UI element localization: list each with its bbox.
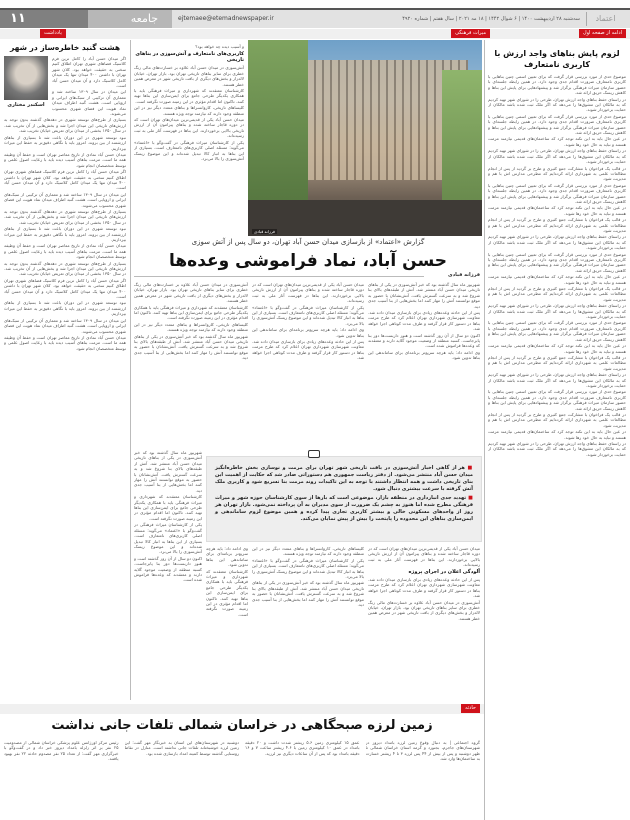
pull-quote-1: ■ هر از گاهی اخبار آتش‌سوزی در بافت تاریخی شهر تهران برای مرمت و نوسازی بخش خاطره‌انگیز میدان حسن آباد منتشر می‌شود. از دفتر ریاست جمهوری هم دستوراتی صادر شد که حکایت از اهمیت این بنای تاریخی داشت و همه انتظار داشتند با توجه به این تاکیدات روند مرمت بنا تسریع شود و کاربری ملک آتش گرفته با سرعت بیشتری دنبال شود. — [215, 465, 473, 492]
paragraph: در قالب یک فراخوان با مشارکت جمع کثیری و طرح بر گردید از پس از انجام مطالعات علمی به شهرداری ارائه کرده‌ایم که مطرحی مدارس اش با هم و مدیریت شود. — [488, 286, 626, 302]
paragraph: کلیساهای تاریخی، کاروانسراها و بناهای متعدد دیگر نیز در این منطقه وجود دارند که نیازمند توجه ویژه هستند. — [252, 546, 364, 557]
paragraph: کارشناسان معتقدند که شهرداری و میراث فرهنگی باید با همکاری یکدیگر طرحی جامع برای ایمن‌سازی این بناها تهیه کنند. تاکنون اما اقدام مؤثری در این زمینه صورت نگرفته است. — [134, 88, 244, 104]
paragraph: شهریور ماه سال گذشته بود که خبر آتش‌سوزی در یکی از بناهای تاریخی میدان حسن آباد منتشر شد. آتش از طبقه‌های بالای بنا شروع شد و به سرعت گسترش یافت. آتش‌نشانان با حضور به موقع توانستند آتش را مهار کنند اما بخش‌هایی از بنا آسیب جدی دید. — [368, 282, 480, 309]
right-article-title: لزوم پایش بناهای واجد ارزش با کاربری نامتعارف — [494, 49, 620, 69]
paragraph: در راستای حفظ بناهای واجد ارزش تهران، طرحی را در شورای شهر تهیه کردیم که به مالکان این مشوق‌ها را می‌دهد که اگر ملک ثبت شده باشد مالکان از حمایت برخوردار شوند. — [488, 441, 626, 457]
byline: فرزانه قبادی — [448, 272, 480, 278]
paragraph: در عین حال باید به این نکته توجه کرد که ساختمان‌های قدیمی نیازمند مرمت هستند و نباید به حال خود رها شوند. — [488, 343, 626, 354]
tag-incident: حادثه — [461, 704, 480, 713]
paragraph: پس از این حادثه وعده‌های زیادی برای بازسازی میدان داده شد. معاونت شهرسازی شهرداری تهران اعلام کرد که طرح مرمت بناها در دستور کار قرار گرفته و ظرف مدت کوتاهی اجرا خواهد شد. — [368, 310, 480, 332]
paragraph: موضوع حدی از مورد بررسی قرار گرفت که برای تعیین اسمی چنین بناهایی با کاربری نامتعارف ضرورت اقدام جدی وجود دارد. در همین رابطه جلسه‌ای با حضور سازمان میراث فرهنگی برگزار شد و پیشنهادهایی برای پایش این بناها و کاهش ریسک حریق ارائه شد. — [488, 320, 626, 342]
main-article-col-left — [134, 282, 248, 447]
paragraph: در قالب یک فراخوان با مشارکت جمع کثیری و طرح بر گردید از پس از انجام مطالعات علمی به شهرداری ارائه کرده‌ایم که مطرحی مدارس اش با هم و مدیریت شود. — [488, 411, 626, 428]
photo-credit: فرزانه قبادی — [254, 229, 275, 234]
paragraph: کارشناسان معتقدند که شهرداری و میراث فرهنگی باید با همکاری یکدیگر طرحی جامع برای ایمن‌سازی این بناها تهیه کنند. تاکنون اما اقدام مؤثری در این زمینه صورت نگرفته است. — [206, 568, 248, 617]
divider — [130, 40, 131, 700]
paragraph: موضوع حدی از مورد بررسی قرار گرفت که برای تعیین اسمی چنین بناهایی با کاربری نامتعارف ضرورت اقدام جدی وجود دارد. در همین رابطه جلسه‌ای با حضور سازمان میراث فرهنگی برگزار شد و پیشنهادهایی برای پایش این بناها و کاهش ریسک حریق ارائه شد. — [488, 182, 626, 204]
paragraph: بسیاری از طرح‌های توسعه شهری در دهه‌های گذشته بدون توجه به ارزش‌های تاریخی این میدان اجرا شد و بخش‌هایی از آن تخریب شد. در سال ۱۳۵۰ بخشی از میدان برای تعریض خیابان تخریب شد. — [4, 208, 126, 225]
paragraph: در راستای حفظ بناهای واجد ارزش تهران، طرحی را در شورای شهر تهیه کردیم که به مالکان این مشوق‌ها را می‌دهد که اگر ملک ثبت شده باشد مالکان از حمایت برخوردار شوند. — [488, 96, 626, 113]
main-article-col-middle — [252, 282, 364, 447]
paragraph: یکی از کارشناسان میراث فرهنگی در گفت‌وگو با «اعتماد» می‌گوید: مسئله اصلی کاربری‌های نامتعارف است. بسیاری از این بناها به انبار کالا تبدیل شده‌اند و این موضوع ریسک آتش‌سوزی را بالا می‌برد. — [252, 557, 364, 580]
main-article-column-upper — [134, 44, 244, 240]
paragraph: کلیساهای تاریخی، کاروانسراها و بناهای متعدد دیگر نیز در این منطقه وجود دارند که نیازمند توجه ویژه هستند. — [134, 105, 244, 116]
paragraph: آتش‌سوزی در میدان حسن آباد علاوه بر خسارت‌های مالی زنگ خطری برای سایر بناهای تاریخی تهران بود. بازار تهران، خیابان لاله‌زار و بخش‌های دیگری از بافت تاریخی شهر در معرض همین خطر هستند. — [134, 282, 248, 304]
date-line: سه‌شنبه ۲۸ اردیبهشت ۱۴۰۰ | ۶ شوال ۱۴۴۲ | ۱۸ مه ۲۰۲۱ | سال هفتم | شماره ۴۹۲۰ — [402, 16, 580, 22]
page-header — [0, 8, 630, 28]
bottom-article-body — [4, 740, 480, 820]
paragraph: در عین حال باید به این نکته توجه کرد که ساختمان‌های قدیمی نیازمند مرمت هستند و نباید به حال خود رها شوند. — [488, 136, 626, 147]
section-tag-bar — [0, 29, 630, 39]
newspaper-logo: اعتماد — [586, 12, 624, 26]
main-photo-hassan-abad-square — [248, 40, 482, 236]
paragraph: آتش‌سوزی در میدان حسن آباد علاوه بر خسارت‌های مالی زنگ خطری برای سایر بناهای تاریخی تهران بود. بازار تهران، خیابان لاله‌زار و بخش‌های دیگری از بافت تاریخی شهر در معرض همین خطر هستند. — [134, 65, 244, 87]
paragraph: میدان حسن آباد یکی از قدیمی‌ترین میدان‌های تهران است که در دوره قاجار ساخته شده و بناهای پیرامون آن از ارزش تاریخی بالایی برخوردارند. این بناها در فهرست آثار ملی به ثبت رسیده‌اند. — [134, 117, 244, 139]
paragraph: این میدان در سال ۱۳۰۹ ساخته شد و معماری آن ترکیبی از سبک‌های ایرانی و اروپایی است. هشت گنبد اطراف میدان نماد هویت این فضای شهری محسوب می‌شوند. — [4, 191, 126, 208]
paragraph: رئیس مرکز اورژانس علوم پزشکی خراسان شمالی از مصدومیت ۲۵ نفر بر اثر زلزله بامداد دیروز خبر داد و در گفت‌وگو با خبرگزاری مهر گفت: از تعداد ۲۵ نفر مصدوم حادثه ۲۲ نفر بهبود یافتند. — [4, 740, 119, 762]
opinion-title: هشت گنبد خاطره‌ساز در شهر — [9, 43, 121, 52]
right-column-article — [488, 44, 626, 820]
paragraph: اگر میدان حسن آباد را کامل ترین فرم کلاسیک فضاهای شهری تهران اطلاق کنیم سخنی به حقیقت خواهد بود. کلان شهر تهران با داشتن ۴۰۰ میدان تنها یک میدان کامل کلاسیک دارد و آن میدان حسن آباد است. — [4, 277, 126, 300]
paragraph: بسیاری از طرح‌های توسعه شهری در دهه‌های گذشته بدون توجه به ارزش‌های تاریخی این میدان اجرا شد و بخش‌هایی از آن تخریب شد. در سال ۱۳۵۰ بخشی از میدان برای تعریض خیابان تخریب شد. — [4, 260, 126, 277]
paragraph: آتش‌سوزی در میدان حسن آباد علاوه بر خسارت‌های مالی زنگ خطری برای سایر بناهای تاریخی تهران بود. بازار تهران، خیابان لاله‌زار و بخش‌های دیگری از بافت تاریخی شهر در معرض همین خطر هستند. — [368, 599, 480, 621]
paragraph: یکی از کارشناسان میراث فرهنگی در گفت‌وگو با «اعتماد» می‌گوید: مسئله اصلی کاربری‌های نامتعارف است. بسیاری از این بناها به انبار کالا تبدیل شده‌اند و این موضوع ریسک آتش‌سوزی را بالا می‌برد. — [252, 304, 364, 326]
divider — [134, 276, 424, 277]
paragraph: موضوع حدی از مورد بررسی قرار گرفت که برای تعیین اسمی چنین بناهایی با کاربری نامتعارف ضرورت اقدام جدی وجود دارد. در همین رابطه جلسه‌ای با حضور سازمان میراث فرهنگی برگزار شد و پیشنهادهایی برای پایش این بناها و کاهش ریسک حریق ارائه شد. — [488, 74, 626, 96]
paragraph: عمق ۱۵ کیلومتری زمین ۵.۶ ریشتر شدت داشت و ۲۰ دقیقه بامداد در عمق ۱۰ کیلومتری زمین با ۴.۶ ریشتر ساعت ۷ و ۱۶ دقیقه بامداد بود که پس از آن ساعات دیگری نیز لرزید. — [245, 740, 360, 756]
paragraph: کارشناسان معتقدند که شهرداری و میراث فرهنگی باید با همکاری یکدیگر طرحی جامع برای ایمن‌سازی این بناها تهیه کنند. تاکنون اما اقدام مؤثری در این زمینه صورت نگرفته است. — [134, 304, 248, 321]
paragraph: میدان حسن آباد نمادی از تاریخ معاصر تهران است و حفظ آن وظیفه همه ما است. مرمت بناهای آسیب دیده باید با رعایت اصول علمی و توسط متخصصان انجام شود. — [4, 334, 126, 351]
author-box — [4, 56, 48, 108]
paragraph: میدان حسن آباد یکی از قدیمی‌ترین میدان‌های تهران است که در دوره قاجار ساخته شده و بناهای پیرامون آن از ارزش تاریخی بالایی برخوردارند. این بناها در فهرست آثار ملی به ثبت رسیده‌اند. — [368, 546, 480, 568]
paragraph: وی ادامه داد: باید هرچه سریع‌تر برنامه‌ای برای ساماندهی این بناها تدوین شود. — [252, 327, 364, 338]
paragraph: یکی از کارشناسان میراث فرهنگی در گفت‌وگو با «اعتماد» می‌گوید: مسئله اصلی کاربری‌های نامتعارف است. بسیاری از این بناها به انبار کالا تبدیل شده‌اند و این موضوع ریسک آتش‌سوزی را بالا می‌برد. — [134, 139, 244, 161]
email-link[interactable]: ejtemaee@etemadnewspaper.ir — [178, 15, 274, 22]
paragraph: نبود توسعه شهری در این دوران باعث شد تا بسیاری از بناهای ارزشمند از بین بروند. امروز باید با نگاهی دقیق‌تر به حفظ این میراث بپردازیم. — [4, 300, 126, 317]
paragraph: میدان حسن آباد نمادی از تاریخ معاصر تهران است و حفظ آن وظیفه همه ما است. مرمت بناهای آسیب دیده باید با رعایت اصول علمی و توسط متخصصان انجام شود. — [4, 151, 126, 168]
main-article-col-right — [368, 282, 480, 447]
paragraph: دوشنبه در شهرستان‌های این استان به خبرنگار مهر گفت: این زمین لرزه خوشبختانه تلفات جانی نداشته است. منازل در نقاط روستایی گذشته توسط کمیته امداد بازسازی شده بود. — [124, 740, 239, 756]
tag-note: یادداشت — [40, 29, 66, 38]
right-article-body — [488, 74, 626, 457]
paragraph: پس از این حادثه وعده‌های زیادی برای بازسازی میدان داده شد. معاونت شهرسازی شهرداری تهران اعلام کرد که طرح مرمت بناها در دستور کار قرار گرفته و ظرف مدت کوتاهی اجرا خواهد شد. — [252, 339, 364, 361]
tag-cultural-heritage: میراث فرهنگی — [451, 29, 490, 38]
paragraph: در عین حال باید به این نکته توجه کرد که ساختمان‌های قدیمی نیازمند مرمت هستند و نباید به حال خود رها شوند. — [488, 205, 626, 216]
paragraph: میدان حسن آباد نمادی از تاریخ معاصر تهران است و حفظ آن وظیفه همه ما است. مرمت بناهای آسیب دیده باید با رعایت اصول علمی و توسط متخصصان انجام شود. — [4, 243, 126, 260]
paragraph: در قالب یک فراخوان با مشارکت جمع کثیری و طرح بر گردید از پس از انجام مطالعات علمی به شهرداری ارائه کرده‌ایم که مطرحی مدارس اش با هم و مدیریت شود. — [488, 165, 626, 182]
street-level — [248, 200, 482, 236]
paragraph: در راستای حفظ بناهای واجد ارزش تهران، طرحی را در شورای شهر تهیه کردیم که به مالکان این مشوق‌ها را می‌دهد که اگر ملک ثبت شده باشد مالکان از حمایت برخوردار شوند. — [488, 303, 626, 320]
pull-quote-box — [206, 456, 482, 542]
opinion-column — [4, 42, 126, 702]
paragraph: گروه اجتماعی | به دنبال وقوع زمین لرزه بامداد دیروز در شهرستان‌های جاجرم، بجنورد و گرمه استان خراسان شمالی تا ظهر دوشنبه و پس از بیش از ۴۴ پس لرزه ۳ تا ۴ ریشتر خسارت به ساختمان‌ها وارد شد. — [365, 740, 480, 762]
author-photo — [4, 56, 48, 100]
tag-continued: ادامه از صفحه اول — [579, 29, 626, 38]
paragraph: نبود توسعه شهری در این دوران باعث شد تا بسیاری از بناهای ارزشمند از بین بروند. امروز باید با نگاهی دقیق‌تر به حفظ این میراث بپردازیم. — [4, 134, 126, 151]
page-number: ۱۱ — [0, 10, 88, 28]
paragraph: در قالب یک فراخوان با مشارکت جمع کثیری و طرح بر گردید از پس از انجام مطالعات علمی به شهرداری ارائه کرده‌ایم که مطرحی مدارس اش با هم و مدیریت شود. — [488, 354, 626, 371]
paragraph: کارشناسان معتقدند که شهرداری و میراث فرهنگی باید با همکاری یکدیگر طرحی جامع برای ایمن‌سازی این بناها تهیه کنند. تاکنون اما اقدام مؤثری در این زمینه صورت نگرفته است. — [134, 494, 202, 521]
paragraph: شهریور ماه سال گذشته بود که خبر آتش‌سوزی در یکی از بناهای تاریخی میدان حسن آباد منتشر شد. آتش از طبقه‌های بالای بنا شروع شد و به سرعت گسترش یافت. آتش‌نشانان با حضور به موقع توانستند آتش را مهار کنند اما بخش‌هایی از بنا آسیب جدی دید. — [252, 580, 364, 608]
paragraph: وی ادامه داد: باید هرچه سریع‌تر برنامه‌ای برای ساماندهی این بناها تدوین شود. — [368, 349, 480, 361]
bottom-tag-bar — [0, 704, 484, 714]
paragraph: یکی از کارشناسان میراث فرهنگی در گفت‌وگو با «اعتماد» می‌گوید: مسئله اصلی کاربری‌های نامتعارف است. بسیاری از این بناها به انبار کالا تبدیل شده‌اند و این موضوع ریسک آتش‌سوزی را بالا می‌برد. — [134, 522, 202, 555]
main-article-col-lower-right — [368, 546, 480, 696]
main-article-col-lower-far-left — [134, 450, 202, 700]
subhead-unusual-use: کاربری‌های نامتعارف و آتش‌سوزی در بناهای تاریخی — [135, 51, 244, 64]
paragraph: این میدان در سال ۱۳۰۹ ساخته شد و معماری آن ترکیبی از سبک‌های ایرانی و اروپایی است. هشت گنبد اطراف میدان نماد هویت این فضای شهری محسوب می‌شوند. — [4, 317, 126, 334]
paragraph: میدان حسن آباد یکی از قدیمی‌ترین میدان‌های تهران است که در دوره قاجار ساخته شده و بناهای پیرامون آن از ارزش تاریخی بالایی برخوردارند. این بناها در فهرست آثار ملی به ثبت رسیده‌اند. — [252, 282, 364, 304]
paragraph: اکنون دو سال از آن روز گذشته است و هنوز داربست‌ها دور بنا پابرجاست. کسبه منطقه از وضعیت موجود گلایه دارند و معتقدند که وعده‌ها فراموش شده است. — [368, 332, 480, 349]
quote-text: تهدید جدی انبارداری در منطقه بازار، موضوعی است که بارها از سوی کارشناسان حوزه شهر و میراث فرهنگی مطرح شده اما هنوز به چشم یک ضرورت از سوی مدیران به آن پرداخته نمی‌شود. بازار تهران هر روز از واحدهای مسکونی خالی و بیشتر کاربری تجاری پیدا کرده و همین موضوع لزوم ساماندهی و ایمن‌سازی بناهای این محدوده را پایتخت را بیش از پیش نمایان می‌کند. — [215, 495, 473, 522]
paragraph: موضوع حدی از مورد بررسی قرار گرفت که برای تعیین اسمی چنین بناهایی با کاربری نامتعارف ضرورت اقدام جدی وجود دارد. در همین رابطه جلسه‌ای با حضور سازمان میراث فرهنگی برگزار شد و پیشنهادهایی برای پایش این بناها و کاهش ریسک حریق ارائه شد. — [488, 389, 626, 411]
paragraph: در قالب یک فراخوان با مشارکت جمع کثیری و طرح بر گردید از پس از انجام مطالعات علمی به شهرداری ارائه کرده‌ایم که مطرحی مدارس اش با هم و مدیریت شود. — [488, 217, 626, 233]
paragraph: و آسیب دیده چه خواهد بود؟ — [195, 44, 244, 49]
paragraph: اگر میدان حسن آباد را کامل ترین فرم کلاسیک فضاهای شهری تهران اطلاق کنیم سخنی به حقیقت خواهد بود. کلان شهر تهران با داشتن ۴۰۰ میدان تنها یک میدان کامل کلاسیک دارد و آن میدان حسن آباد است. — [4, 169, 126, 191]
paragraph: در عین حال باید به این نکته توجه کرد که ساختمان‌های قدیمی نیازمند مرمت هستند و نباید به حال خود رها شوند. — [488, 274, 626, 285]
section-title: جامعه — [88, 10, 172, 28]
paragraph: در راستای حفظ بناهای واجد ارزش تهران، طرحی را در شورای شهر تهیه کردیم که به مالکان این مشوق‌ها را می‌دهد که اگر ملک ثبت شده باشد مالکان از حمایت برخوردار شوند. — [488, 372, 626, 388]
paragraph: در راستای حفظ بناهای واجد ارزش تهران، طرحی را در شورای شهر تهیه کردیم که به مالکان این مشوق‌ها را می‌دهد که اگر ملک ثبت شده باشد مالکان از حمایت برخوردار شوند. — [488, 234, 626, 251]
bottom-headline: زمین لرزه صبحگاهی در خراسان شمالی تلفات جانی نداشت — [51, 718, 433, 733]
paragraph: شهریور ماه سال گذشته بود که خبر آتش‌سوزی در یکی از بناهای تاریخی میدان حسن آباد منتشر شد. آتش از طبقه‌های بالای بنا شروع شد و به سرعت گسترش یافت. آتش‌نشانان با حضور به موقع توانستند آتش را مهار کنند اما بخش‌هایی از بنا آسیب جدی دید. — [134, 333, 248, 361]
paragraph: اکنون دو سال از آن روز گذشته است و هنوز داربست‌ها دور بنا پابرجاست. کسبه منطقه از وضعیت موجود گلایه دارند و معتقدند که وعده‌ها فراموش شده است. — [134, 555, 202, 583]
main-headline: حسن آباد، نماد فراموشی وعده‌ها — [168, 251, 448, 271]
divider — [484, 40, 485, 820]
paragraph: این میدان در سال ۱۳۰۹ ساخته شد و معماری آن ترکیبی از سبک‌های ایرانی و اروپایی است. هشت گنبد اطراف میدان نماد هویت این فضای شهری محسوب می‌شوند. — [52, 89, 126, 117]
main-kicker: گزارش «اعتماد» از بازسازی میدان حسن آباد تهران، دو سال پس از آتش سوزی — [191, 238, 425, 246]
paragraph: وی ادامه داد: باید هرچه سریع‌تر برنامه‌ای برای ساماندهی این بناها تدوین شود. — [206, 546, 248, 568]
paragraph: شهریور ماه سال گذشته بود که خبر آتش‌سوزی در یکی از بناهای تاریخی میدان حسن آباد منتشر شد. آتش از طبقه‌های بالای بنا شروع شد و به سرعت گسترش یافت. آتش‌نشانان با حضور به موقع توانستند آتش را مهار کنند اما بخش‌هایی از بنا آسیب جدی دید. — [134, 450, 202, 493]
paragraph: در راستای حفظ بناهای واجد ارزش تهران، طرحی را در شورای شهر تهیه کردیم که به مالکان این مشوق‌ها را می‌دهد که اگر ملک ثبت شده باشد مالکان از حمایت برخوردار شوند. — [488, 148, 626, 165]
paragraph: بسیاری از طرح‌های توسعه شهری در دهه‌های گذشته بدون توجه به ارزش‌های تاریخی این میدان اجرا شد و بخش‌هایی از آن تخریب شد. در سال ۱۳۵۰ بخشی از میدان برای تعریض خیابان تخریب شد. — [4, 117, 126, 134]
paragraph: پس از این حادثه وعده‌های زیادی برای بازسازی میدان داده شد. معاونت شهرسازی شهرداری تهران اعلام کرد که طرح مرمت بناها در دستور کار قرار گرفته و ظرف مدت کوتاهی اجرا خواهد شد. — [368, 577, 480, 599]
quote-icon — [308, 450, 320, 458]
pull-quote-2: ■ تهدید جدی انبارداری در منطقه بازار، موضوعی است که بارها از سوی کارشناسان حوزه شهر و میراث فرهنگی مطرح شده اما هنوز به چشم یک ضرورت از سوی مدیران به آن پرداخته نمی‌شود. بازار تهران هر روز از واحدهای مسکونی خالی و بیشتر کاربری تجاری پیدا کرده و همین موضوع لزوم ساماندهی و ایمن‌سازی بناهای این محدوده را پایتخت را بیش از پیش نمایان می‌کند. — [215, 495, 473, 522]
paragraph: موضوع حدی از مورد بررسی قرار گرفت که برای تعیین اسمی چنین بناهایی با کاربری نامتعارف ضرورت اقدام جدی وجود دارد. در همین رابطه جلسه‌ای با حضور سازمان میراث فرهنگی برگزار شد و پیشنهادهایی برای پایش این بناها و کاهش ریسک حریق ارائه شد. — [488, 113, 626, 136]
paragraph: اگر میدان حسن آباد را کامل ترین فرم کلاسیک فضاهای شهری تهران اطلاق کنیم سخنی به حقیقت خواهد بود. کلان شهر تهران با داشتن ۴۰۰ میدان تنها یک میدان کامل کلاسیک دارد و آن میدان حسن آباد است. — [52, 56, 126, 89]
author-name: اسکندر مختاری — [7, 102, 45, 108]
paragraph: موضوع حدی از مورد بررسی قرار گرفت که برای تعیین اسمی چنین بناهایی با کاربری نامتعارف ضرورت اقدام جدی وجود دارد. در همین رابطه جلسه‌ای با حضور سازمان میراث فرهنگی برگزار شد و پیشنهادهایی برای پایش این بناها و کاهش ریسک حریق ارائه شد. — [488, 251, 626, 273]
main-article-col-lower-left — [206, 546, 248, 696]
paragraph: نبود توسعه شهری در این دوران باعث شد تا بسیاری از بناهای ارزشمند از بین بروند. امروز باید با نگاهی دقیق‌تر به حفظ این میراث بپردازیم. — [4, 226, 126, 242]
subhead-project: آلودگی اعلان در اجرای پروژه — [408, 568, 480, 575]
quote-text: هر از گاهی اخبار آتش‌سوزی در بافت تاریخی شهر تهران برای مرمت و نوسازی بخش خاطره‌انگیز میدان حسن آباد منتشر می‌شود. از دفتر ریاست جمهوری هم دستوراتی صادر شد که حکایت از اهمیت این بنای تاریخی داشت و همه انتظار داشتند با توجه به این تاکیدات روند مرمت بنا تسریع شود و کاربری ملک آتش گرفته با سرعت بیشتری دنبال شود. — [215, 465, 473, 492]
paragraph: کلیساهای تاریخی، کاروانسراها و بناهای متعدد دیگر نیز در این منطقه وجود دارند که نیازمند توجه ویژه هستند. — [134, 321, 248, 333]
main-article-col-lower-middle — [252, 546, 364, 696]
paragraph: در عین حال باید به این نکته توجه کرد که ساختمان‌های قدیمی نیازمند مرمت هستند و نباید به حال خود رها شوند. — [488, 429, 626, 440]
